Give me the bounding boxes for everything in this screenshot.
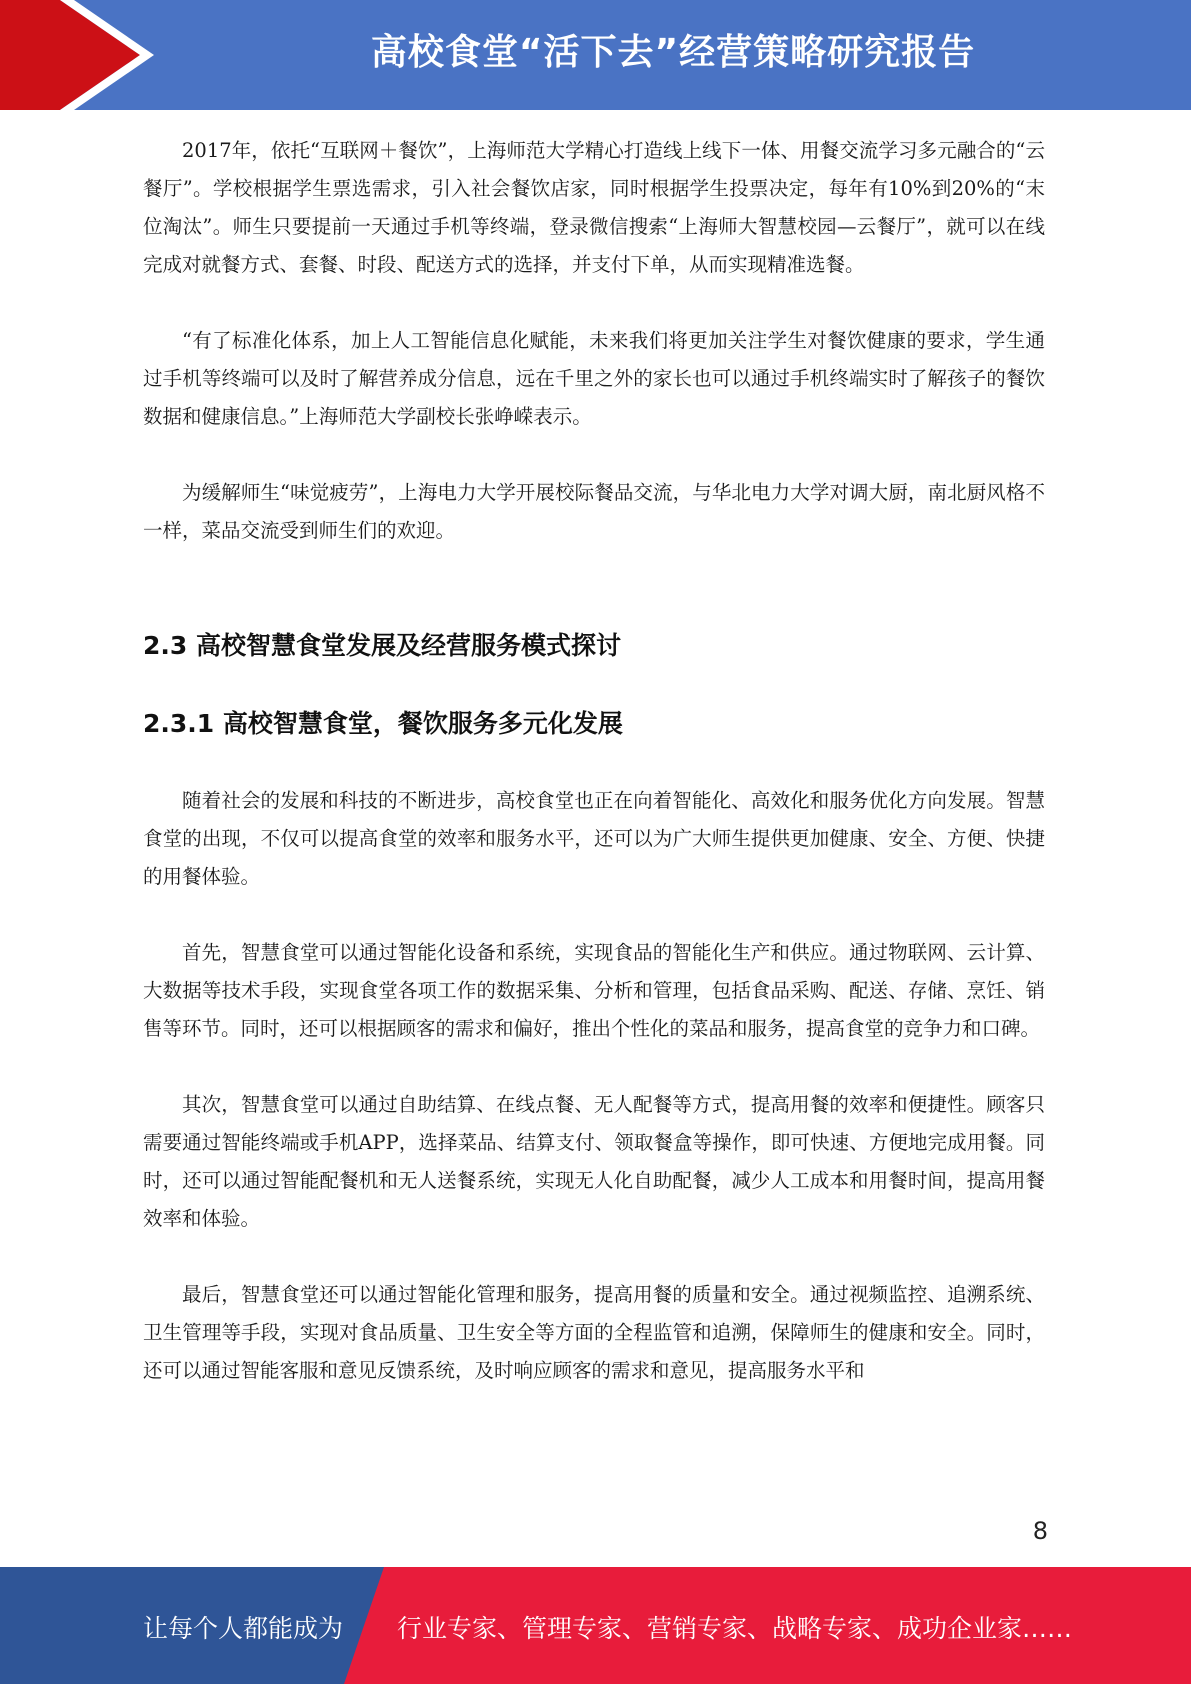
footer-slogan-left: 让每个人都能成为	[143, 1614, 344, 1643]
report-title: 高校食堂“活下去”经营策略研究报告	[370, 32, 976, 73]
page-content	[143, 132, 1045, 1390]
section-heading: 2.3 高校智慧食堂发展及经营服务模式探讨	[143, 631, 621, 660]
paragraph: 2017年，依托“互联网＋餐饮”，上海师范大学精心打造线上线下一体、用餐交流学习多元融合的“云餐厅”。学校根据学生票选需求，引入社会餐饮店家，同时根据学生投票决定，每年有10%到20%的“末位淘汰”。师生只要提前一天通过手机等终端，登录微信搜索“上海师大智慧校园—云餐厅”，就可以在线完成对就餐方式、套餐、时段、配送方式的选择，并支付下单，从而实现精准选餐。	[143, 139, 1045, 276]
paragraph: 首先，智慧食堂可以通过智能化设备和系统，实现食品的智能化生产和供应。通过物联网、云计算、大数据等技术手段，实现食堂各项工作的数据采集、分析和管理，包括食品采购、配送、存储、烹饪、销售等环节。同时，还可以根据顾客的需求和偏好，推出个性化的菜品和服务，提高食堂的竞争力和口碑。	[143, 941, 1045, 1040]
subsection-heading: 2.3.1 高校智慧食堂，餐饮服务多元化发展	[143, 709, 623, 738]
paragraph: “有了标准化体系，加上人工智能信息化赋能，未来我们将更加关注学生对餐饮健康的要求，学生通过手机等终端可以及时了解营养成分信息，远在千里之外的家长也可以通过手机终端实时了解孩子的餐饮数据和健康信息。”上海师范大学副校长张峥嵘表示。	[143, 329, 1045, 428]
paragraph: 为缓解师生“味觉疲劳”，上海电力大学开展校际餐品交流，与华北电力大学对调大厨，南北厨风格不一样，菜品交流受到师生们的欢迎。	[143, 481, 1045, 542]
paragraph: 随着社会的发展和科技的不断进步，高校食堂也正在向着智能化、高效化和服务优化方向发展。智慧食堂的出现，不仅可以提高食堂的效率和服务水平，还可以为广大师生提供更加健康、安全、方便、快捷的用餐体验。	[143, 789, 1045, 888]
footer-slogan-right: 行业专家、管理专家、营销专家、战略专家、成功企业家……	[397, 1614, 1073, 1643]
page-footer	[0, 1567, 1191, 1684]
page-header	[0, 0, 1191, 110]
paragraph: 最后，智慧食堂还可以通过智能化管理和服务，提高用餐的质量和安全。通过视频监控、追溯系统、卫生管理等手段，实现对食品质量、卫生安全等方面的全程监管和追溯，保障师生的健康和安全。同时，还可以通过智能客服和意见反馈系统，及时响应顾客的需求和意见，提高服务水平和	[143, 1283, 1045, 1382]
paragraph: 其次，智慧食堂可以通过自助结算、在线点餐、无人配餐等方式，提高用餐的效率和便捷性。顾客只需要通过智能终端或手机APP，选择菜品、结算支付、领取餐盒等操作，即可快速、方便地完成用餐。同时，还可以通过智能配餐机和无人送餐系统，实现无人化自助配餐，减少人工成本和用餐时间，提高用餐效率和体验。	[143, 1093, 1045, 1230]
page-number: 8	[1032, 1517, 1048, 1545]
